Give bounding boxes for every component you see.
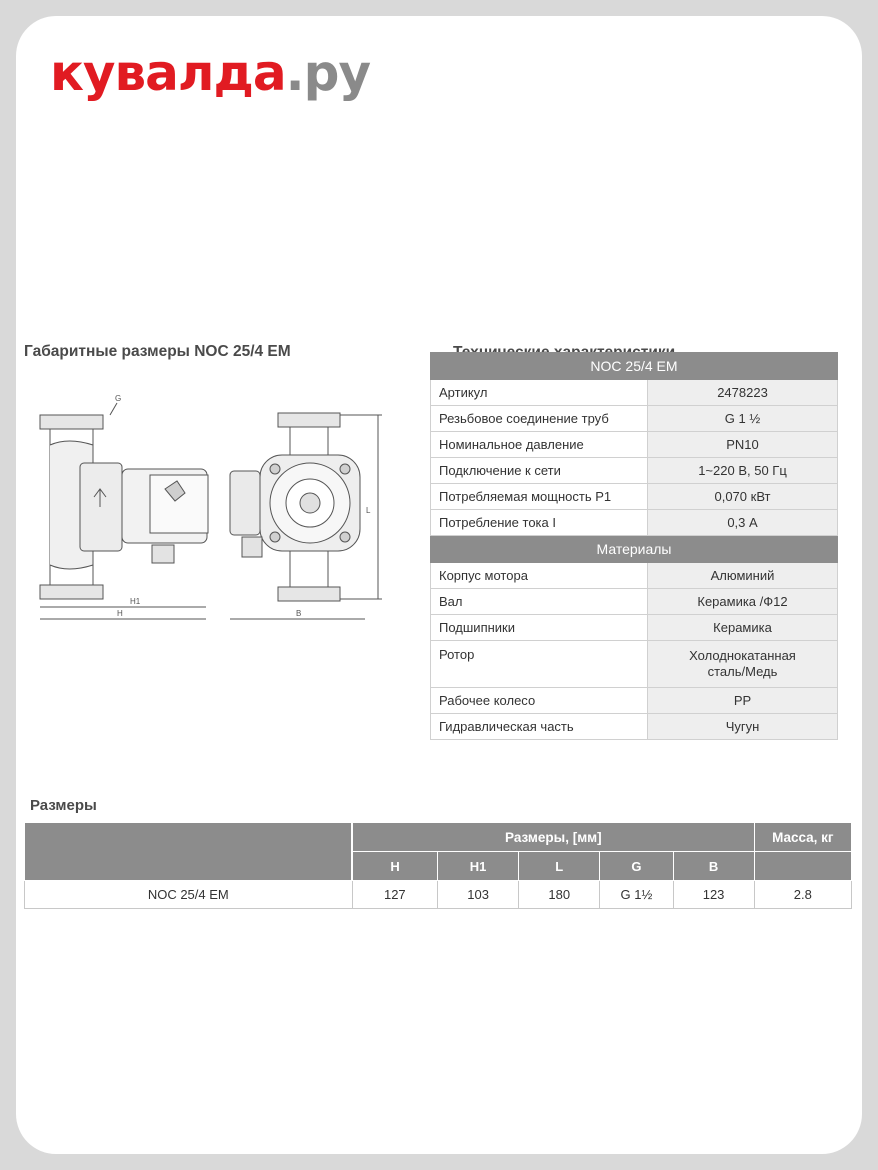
pump-side-view xyxy=(40,403,208,599)
table-row xyxy=(431,458,838,484)
table-row xyxy=(25,881,852,909)
spec-value: 0,3 А xyxy=(648,510,838,536)
spec-value: G 1 ½ xyxy=(648,406,838,432)
model-cell: NOC 25/4 EM xyxy=(25,881,353,909)
material-label: Ротор xyxy=(431,641,648,688)
pump-dimension-drawing xyxy=(20,385,390,625)
materials-header: Материалы xyxy=(431,536,838,563)
dimension-cell: 180 xyxy=(519,881,600,909)
table-row xyxy=(431,641,838,688)
material-value: Керамика /Ф12 xyxy=(648,589,838,615)
material-label: Гидравлическая часть xyxy=(431,714,648,740)
spec-label: Потребление тока I xyxy=(431,510,648,536)
column-header: B xyxy=(673,852,754,881)
specs-table xyxy=(430,352,838,740)
spec-value: 2478223 xyxy=(648,380,838,406)
column-header: H1 xyxy=(438,852,519,881)
pump-front-view xyxy=(230,413,360,601)
dimension-cell: G 1½ xyxy=(600,881,673,909)
column-header: H xyxy=(352,852,437,881)
label-h: H xyxy=(117,609,123,618)
label-g: G xyxy=(115,394,122,403)
table-row xyxy=(431,380,838,406)
specs-header-row xyxy=(431,353,838,380)
material-value xyxy=(648,641,838,688)
table-row xyxy=(431,406,838,432)
spec-label: Подключение к сети xyxy=(431,458,648,484)
dimensions-group-header: Размеры, [мм] xyxy=(352,823,754,852)
material-label: Вал xyxy=(431,589,648,615)
dimensions-header-row xyxy=(25,823,852,852)
spec-label: Артикул xyxy=(431,380,648,406)
mass-subheader xyxy=(754,852,851,881)
dimension-cell: 123 xyxy=(673,881,754,909)
dimensions-table xyxy=(24,822,852,909)
material-value: Алюминий xyxy=(648,563,838,589)
spec-label: Резьбовое соединение труб xyxy=(431,406,648,432)
column-header: G xyxy=(600,852,673,881)
spec-value: 1~220 В, 50 Гц xyxy=(648,458,838,484)
table-row xyxy=(431,484,838,510)
table-row xyxy=(431,688,838,714)
spec-value: PN10 xyxy=(648,432,838,458)
table-row xyxy=(431,563,838,589)
material-label: Подшипники xyxy=(431,615,648,641)
spec-label: Номинальное давление xyxy=(431,432,648,458)
drawing-title: Габаритные размеры NOC 25/4 EM xyxy=(24,343,291,360)
label-b: B xyxy=(296,609,302,618)
material-value: Керамика xyxy=(648,615,838,641)
material-value: PP xyxy=(648,688,838,714)
specs-model-header: NOC 25/4 EM xyxy=(431,353,838,380)
mass-cell: 2.8 xyxy=(754,881,851,909)
table-row xyxy=(431,589,838,615)
model-header-blank xyxy=(25,823,353,881)
table-row xyxy=(431,510,838,536)
site-logo[interactable] xyxy=(50,44,371,102)
label-h1: H1 xyxy=(130,597,141,606)
dimension-cell: 127 xyxy=(352,881,437,909)
material-value: Чугун xyxy=(648,714,838,740)
material-value-line2: сталь/Медь xyxy=(707,664,778,679)
material-label: Рабочее колесо xyxy=(431,688,648,714)
table-row xyxy=(431,432,838,458)
dimension-cell: 103 xyxy=(438,881,519,909)
label-l: L xyxy=(366,506,371,515)
table-row xyxy=(431,714,838,740)
material-value-line1: Холоднокатанная xyxy=(689,648,796,663)
materials-header-row xyxy=(431,536,838,563)
material-label: Корпус мотора xyxy=(431,563,648,589)
logo-tld: .ру xyxy=(285,44,371,102)
column-header: L xyxy=(519,852,600,881)
mass-header: Масса, кг xyxy=(754,823,851,852)
logo-brand: кувалда xyxy=(50,44,286,102)
spec-label: Потребляемая мощность Р1 xyxy=(431,484,648,510)
dimensions-title: Размеры xyxy=(30,797,97,814)
table-row xyxy=(431,615,838,641)
spec-value: 0,070 кВт xyxy=(648,484,838,510)
